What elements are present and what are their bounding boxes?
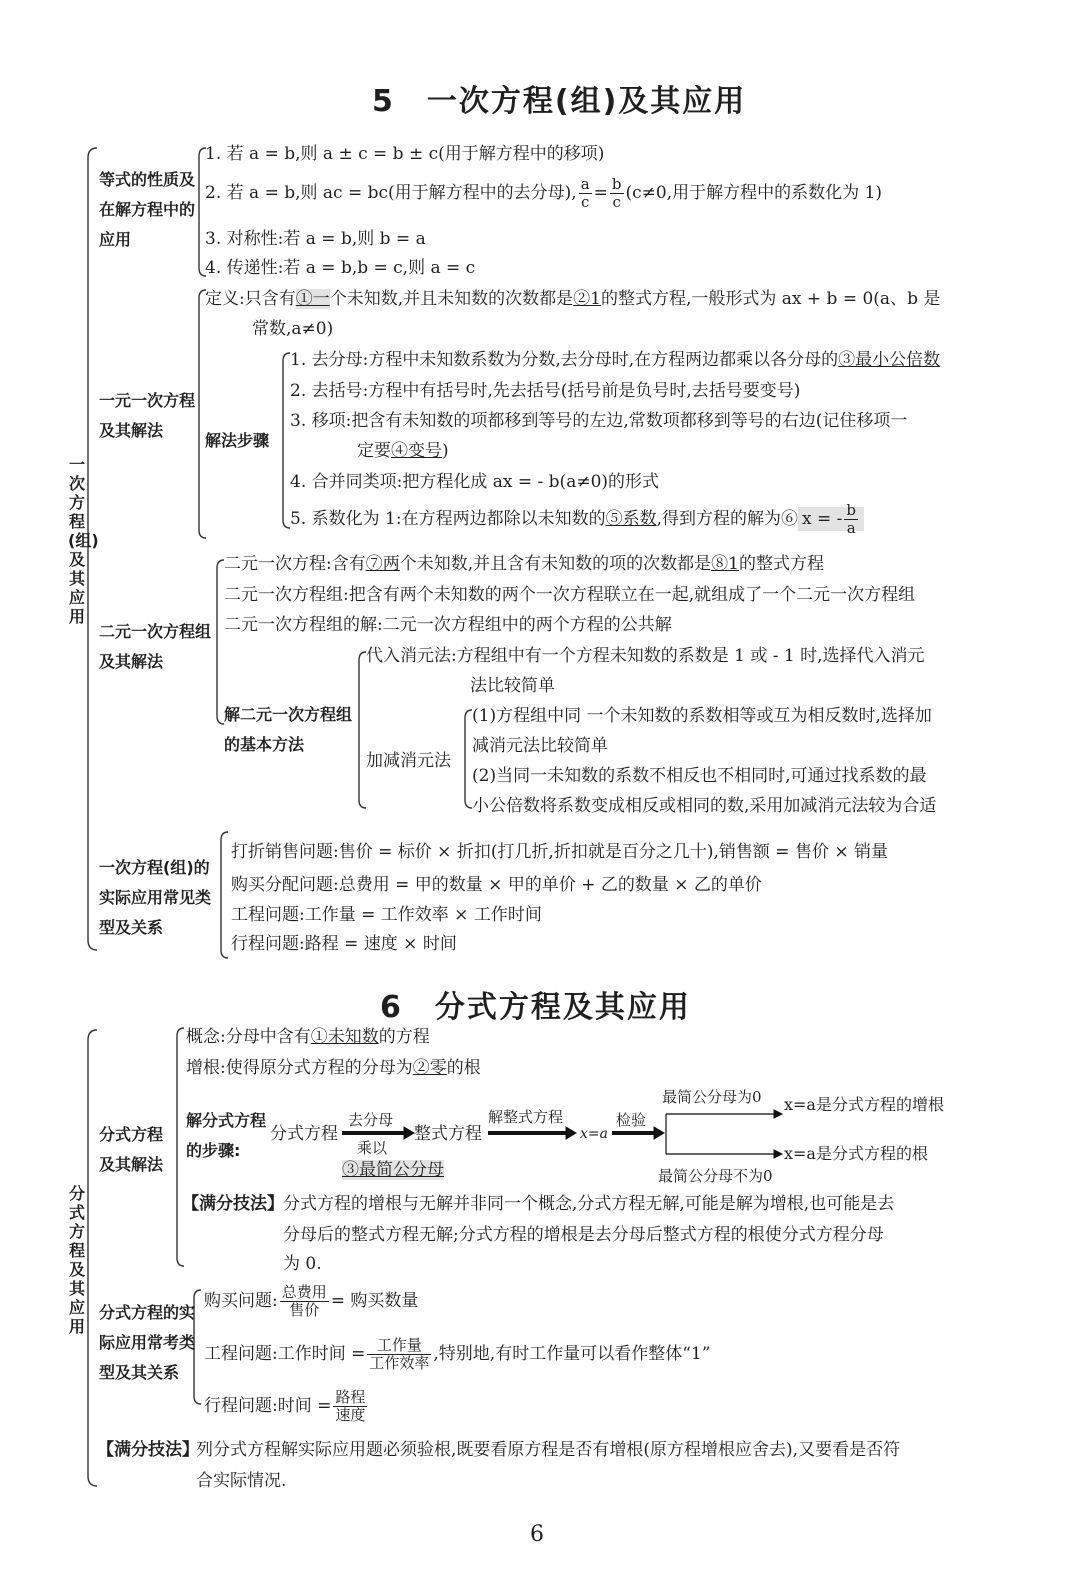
linear-definition-cont: 常数,a≠0) [252, 319, 334, 339]
elimination-2: (2)当同一未知数的系数不相反也不相同时,可通过找系数的最 [472, 766, 927, 786]
fraction-total-over-price: $\frac{\text{总费用}}{\text{售价}}$ [281, 1283, 327, 1319]
steps6-label: 解分式方程的步骤: [186, 1111, 267, 1160]
binary-def-1: 二元一次方程:含有⑦两个未知数,并且含有未知数的项的次数都是⑧1的整式方程 [224, 554, 824, 574]
tip2-tag: 【满分技法】 [97, 1440, 199, 1460]
section5-side-label: 一次方程(组)及其应用 [68, 455, 99, 626]
step-4: 4. 合并同类项:把方程化成 ax = - b(a≠0)的形式 [290, 472, 660, 492]
extraneous-root-line: 增根:使得原分式方程的分母为②零的根 [186, 1058, 481, 1078]
solve6-label: 分式方程及其解法 [99, 1125, 164, 1174]
binary-def-3: 二元一次方程组的解:二元一次方程组中的两个方程的公共解 [224, 615, 672, 635]
flow-arrow2-label: 解整式方程 [488, 1108, 564, 1126]
eq-prop-1: 1. 若 a = b,则 a ± c = b ± c(用于解方程中的移项) [205, 144, 605, 164]
app-discount: 打折销售问题:售价 = 标价 × 折扣(打几折,折扣就是百分之几十),销售额 = 售价 × 销量 [231, 842, 889, 862]
elimination-label: 加减消元法 [366, 751, 451, 771]
step-1: 1. 去分母:方程中未知数系数为分数,去分母时,在方程两边都乘以各分母的③最小公倍数 [290, 350, 941, 370]
linear-label: 一元一次方程及其解法 [99, 391, 196, 440]
app-travel: 行程问题:路程 = 速度 × 时间 [231, 934, 457, 954]
flow-x-eq-a: x=a [580, 1126, 608, 1142]
linear-definition: 定义:只含有①一个未知数,并且未知数的次数都是②1的整式方程,一般形式为 ax + b = 0(a、b 是 [205, 289, 941, 309]
tip1-line3: 为 0. [283, 1254, 322, 1274]
eq-prop-3: 3. 对称性:若 a = b,则 b = a [205, 229, 426, 249]
eq-prop-2: 2. 若 a = b,则 ac = bc(用于解方程中的去分母), $\frac{a}{c}$ = $\frac{b}{c}$ (c≠0,用于解方程中的系数化为 1) [205, 175, 882, 211]
section6-title: 6 分式方程及其应用 [380, 990, 691, 1025]
fraction-a-over-c: $\frac{a}{c}$ [580, 175, 590, 211]
eq-props-label: 等式的性质及在解方程中的应用 [99, 170, 196, 249]
step-5: 5. 系数化为 1:在方程两边都除以未知数的⑤系数,得到方程的解为⑥ x = - $\frac{b}{a}$ [290, 502, 864, 537]
fraction-b-over-c: $\frac{b}{c}$ [611, 175, 622, 211]
app6-purchase: 购买问题: $\frac{\text{总费用}}{\text{售价}}$ = 购买数量 [204, 1283, 419, 1319]
fraction-distance-over-speed: $\frac{\text{路程}}{\text{速度}}$ [335, 1388, 366, 1424]
apps6-label: 分式方程的实际应用常考类型及其关系 [99, 1303, 196, 1382]
step-2: 2. 去括号:方程中有括号时,先去括号(括号前是负号时,去括号要变号) [290, 381, 801, 401]
flow-fractional-eq: 分式方程 [270, 1124, 338, 1144]
concept-line: 概念:分母中含有①未知数的方程 [186, 1027, 430, 1047]
steps-label: 解法步骤 [205, 431, 270, 450]
page-number: 6 [530, 1522, 544, 1547]
tip2-line1: 列分式方程解实际应用题必须验根,既要看原方程是否有增根(原方程增根应舍去),又要看是否符 [196, 1440, 901, 1460]
app6-work: 工程问题:工作时间 = $\frac{\text{工作量}}{\text{工作效率}}$ ,特别地,有时工作量可以看作整体“1” [204, 1336, 711, 1372]
app6-travel: 行程问题:时间 = $\frac{\text{路程}}{\text{速度}}$ [204, 1388, 366, 1424]
substitution-1: 代入消元法:方程组中有一个方程未知数的系数是 1 或 - 1 时,选择代入消元 [366, 646, 925, 666]
tip1-line2: 分母后的整式方程无解;分式方程的增根是去分母后整式方程的根使分式方程分母 [283, 1225, 884, 1245]
section6-side-label: 分式方程及其应用 [68, 1184, 85, 1336]
app-purchase: 购买分配问题:总费用 = 甲的数量 × 甲的单价 + 乙的数量 × 乙的单价 [231, 875, 762, 895]
flow-check-label: 检验 [616, 1111, 647, 1129]
binary-def-2: 二元一次方程组:把含有两个未知数的两个一次方程联立在一起,就组成了一个二元一次方程组 [224, 585, 916, 605]
section5-title: 5 一次方程(组)及其应用 [372, 84, 747, 119]
flow-arrow1-label: 去分母 [348, 1111, 394, 1129]
fraction-b-over-a: $\frac{b}{a}$ [846, 501, 856, 537]
apps5-label: 一次方程(组)的实际应用常见类型及关系 [99, 858, 212, 937]
step-3: 3. 移项:把含有未知数的项都移到等号的左边,常数项都移到等号的右边(记住移项一 [290, 411, 908, 431]
branch-top-result: x=a是分式方程的增根 [784, 1095, 944, 1114]
branch-bottom-cond: 最简公分母不为0 [658, 1167, 773, 1185]
flow-lcd: ③最简公分母 [342, 1160, 444, 1180]
tip2-line2: 合实际情况. [196, 1471, 287, 1491]
tip1-tag: 【满分技法】 [182, 1194, 284, 1214]
eq-prop-4: 4. 传递性:若 a = b,b = c,则 a = c [205, 258, 476, 278]
flow-integral-eq: 整式方程 [414, 1124, 482, 1144]
substitution-2: 法比较简单 [470, 676, 555, 696]
fraction-work-over-efficiency: $\frac{\text{工作量}}{\text{工作效率}}$ [369, 1336, 430, 1372]
methods-label: 解二元一次方程组的基本方法 [224, 705, 353, 754]
app-work: 工程问题:工作量 = 工作效率 × 工作时间 [231, 905, 542, 925]
tip1-line1: 分式方程的增根与无解并非同一个概念,分式方程无解,可能是解为增根,也可能是去 [283, 1194, 895, 1214]
elimination-2-cont: 小公倍数将系数变成相反或相同的数,采用加减消元法较为合适 [472, 796, 937, 816]
branch-bottom-result: x=a是分式方程的根 [784, 1144, 928, 1163]
binary-label: 二元一次方程组及其解法 [99, 622, 212, 671]
step-3-cont: 定要④变号) [357, 441, 449, 461]
elimination-1-cont: 减消元法比较简单 [472, 736, 608, 756]
elimination-1: (1)方程组中同 一个未知数的系数相等或互为相反数时,选择加 [472, 706, 932, 726]
flow-arrow1-sub: 乘以 [357, 1139, 388, 1157]
branch-top-cond: 最简公分母为0 [662, 1088, 762, 1106]
